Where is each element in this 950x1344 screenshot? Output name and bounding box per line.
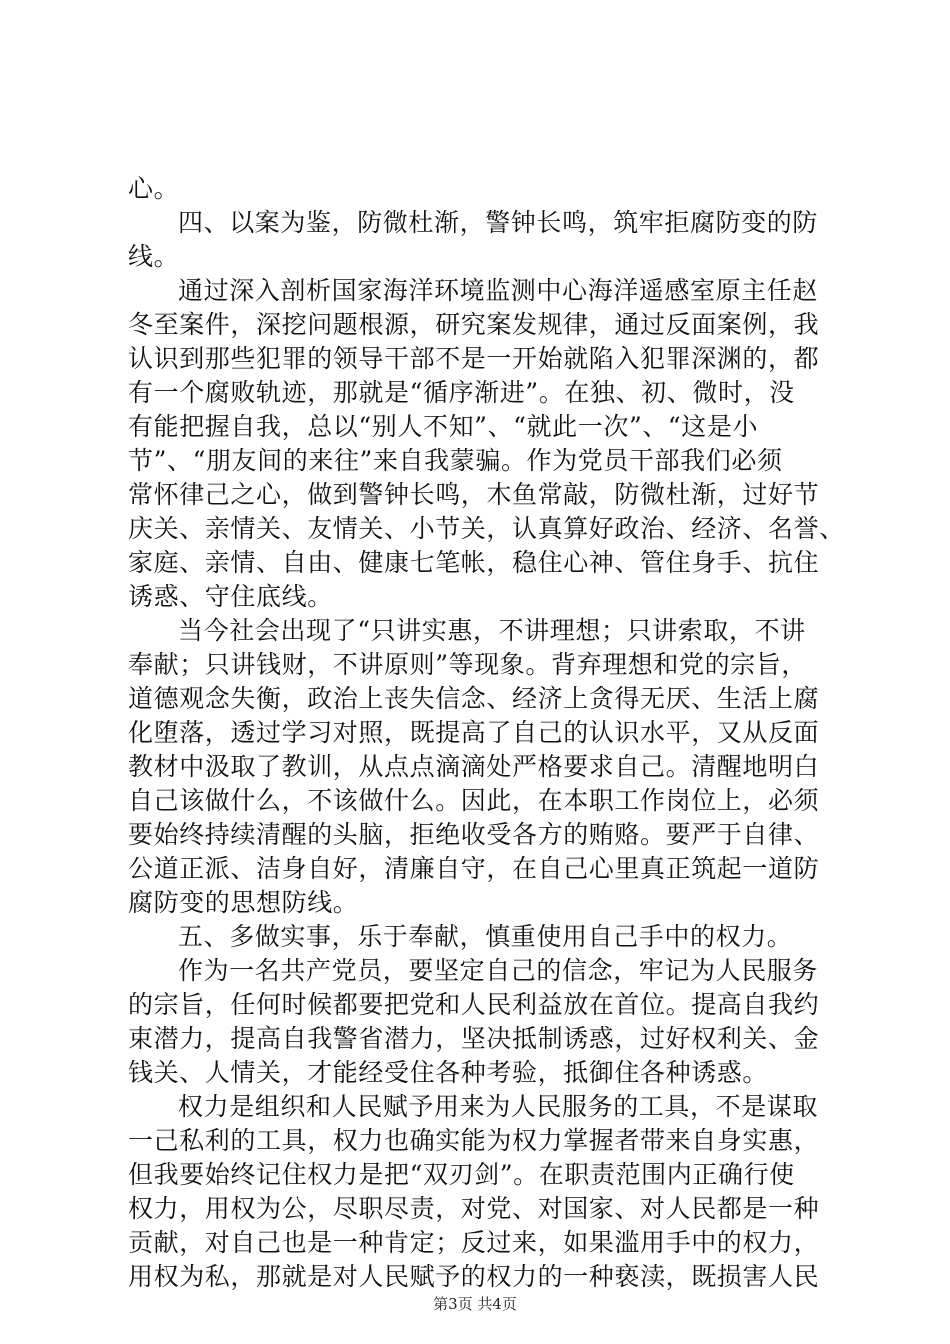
text-line: 的宗旨，任何时候都要把党和人民利益放在首位。提高自我约 <box>128 990 820 1019</box>
text-line: 贡献，对自己也是一种肯定；反过来，如果滥用手中的权力， <box>128 1228 820 1257</box>
text-line: 道德观念失衡，政治上丧失信念、经济上贪得无厌、生活上腐 <box>128 684 820 713</box>
paragraph-start: 权力是组织和人民赋予用来为人民服务的工具，不是谋取 <box>178 1092 819 1121</box>
text-line: 用权为私，那就是对人民赋予的权力的一种亵渎，既损害人民 <box>128 1262 820 1291</box>
text-line: 心。 <box>128 174 180 203</box>
document-body <box>128 172 845 1294</box>
text-line: 家庭、亲情、自由、健康七笔帐，稳住心神、管住身手、抗住 <box>128 548 820 577</box>
text-line: 庆关、亲情关、友情关、小节关，认真算好政治、经济、名誉、 <box>128 514 845 543</box>
text-line: 常怀律己之心，做到警钟长鸣，木鱼常敲，防微杜渐，过好节 <box>128 480 820 509</box>
text-line: 一己私利的工具，权力也确实能为权力掌握者带来自身实惠， <box>128 1126 820 1155</box>
text-line: 诱惑、守住底线。 <box>128 582 333 611</box>
text-line: 权力，用权为公，尽职尽责，对党、对国家、对人民都是一种 <box>128 1194 820 1223</box>
text-line: 公道正派、洁身自好，清廉自守，在自己心里真正筑起一道防 <box>128 854 820 883</box>
text-line: 钱关、人情关，才能经受住各种考验，抵御住各种诱惑。 <box>128 1058 769 1087</box>
text-line: 要始终持续清醒的头脑，拒绝收受各方的贿赂。要严于自律、 <box>128 820 820 849</box>
text-line: 有能把握自我，总以“别人不知”、“就此一次”、“这是小 <box>128 412 759 441</box>
text-line: 教材中汲取了教训，从点点滴滴处严格要求自己。清醒地明白 <box>128 752 820 781</box>
paragraph-start: 当今社会出现了“只讲实惠，不讲理想；只讲索取，不讲 <box>178 616 806 645</box>
text-line: 有一个腐败轨迹，那就是“循序渐进”。在独、初、微时，没 <box>128 378 795 407</box>
text-line: 冬至案件，深挖问题根源，研究案发规律，通过反面案例，我 <box>128 310 820 339</box>
text-line: 奉献；只讲钱财，不讲原则”等现象。背弃理想和党的宗旨， <box>128 650 807 679</box>
text-line: 化堕落，透过学习对照，既提高了自己的认识水平，又从反面 <box>128 718 820 747</box>
paragraph-start: 通过深入剖析国家海洋环境监测中心海洋遥感室原主任赵 <box>178 276 819 305</box>
page-number-footer: 第3页 共4页 <box>433 1295 517 1313</box>
text-line: 认识到那些犯罪的领导干部不是一开始就陷入犯罪深渊的，都 <box>128 344 820 373</box>
section-heading-5: 五、多做实事，乐于奉献，慎重使用自己手中的权力。 <box>178 922 793 951</box>
paragraph-start: 作为一名共产党员，要坚定自己的信念，牢记为人民服务 <box>178 956 819 985</box>
text-line: 腐防变的思想防线。 <box>128 888 359 917</box>
text-line: 但我要始终记住权力是把“双刃剑”。在职责范围内正确行使 <box>128 1160 795 1189</box>
text-line: 节”、“朋友间的来往”来自我蒙骗。作为党员干部我们必须 <box>128 446 783 475</box>
text-line: 线。 <box>128 242 180 271</box>
text-line: 自己该做什么，不该做什么。因此，在本职工作岗位上，必须 <box>128 786 820 815</box>
section-heading-4: 四、以案为鉴，防微杜渐，警钟长鸣，筑牢拒腐防变的防 <box>178 208 819 237</box>
text-line: 束潜力，提高自我警省潜力，坚决抵制诱惑，过好权利关、金 <box>128 1024 820 1053</box>
